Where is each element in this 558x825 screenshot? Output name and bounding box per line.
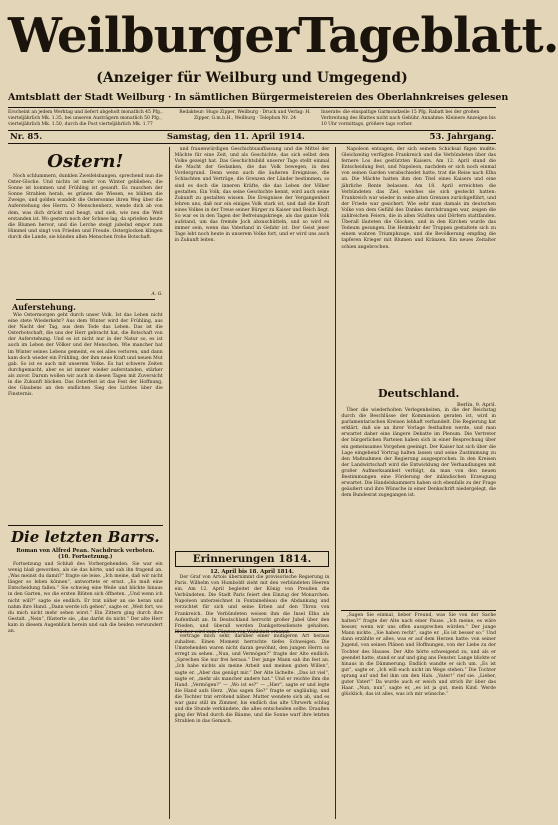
erinnerungen-text: Der Graf von Artois übernimmt die provisorische Regierung in Paris. Wilhelm von Humboldt zieht mit den verbündeten Heeren ein. Am 12. April begleitet der König von Preußen die Verbündeten. Die Stadt Paris feiert den Einzug der Monarchen. Napoleon unterzeichnet in Fontainebleau die Abdankung und verzichtet für sich und seine Erben auf den Thron von Frankreich. Die Verbündeten weisen ihm die Insel Elba als Aufenthalt an. In Deutschland herrscht großer Jubel über den Frieden, und überall werden Dankgottesdienste gehalten. Blücher wird zum Fürsten von Wahlstatt ernannt. bbox=[174, 575, 330, 635]
box-subtitle: 12. April bis 18. April 1814. bbox=[210, 569, 294, 575]
masthead-title-left: Weilburger bbox=[8, 8, 299, 64]
divider bbox=[8, 525, 163, 526]
history-article-text: und frauenwürdigen Geschichtsauffassung und die Mittel der Mächte für eine Zeit, und als Geschichte, das sich selbst dem Volke gezeigt hat. Das Geschichtsbild unserer Tage stellt einmal die Macht der Gedanken, die das Volk bewegen, in den Vordergrund. Denn wenn auch die äußeren Ereignisse, die Schlachten und Verträge, die Grenzen der Länder bestimmen, so sind es doch die inneren Kräfte, die das Leben der Völker gestalten. Ein Volk, das seine Geschichte kennt, wird auch seine Zukunft zu gestalten wissen. Die Ereignisse der Vergangenheit lehren uns, daß nur ein einiges Volk stark ist, und daß die Kraft eines Volkes in der Treue seiner Bürger zu Kaiser und Reich liegt. So war es in den Tagen der Befreiungskriege, als das ganze Volk aufstand, um das fremde Joch abzuschütteln, und so wird es immer sein, wenn das Vaterland in Gefahr ist. Der Geist jener Tage lebt noch heute in unserem Volke fort, und er wird uns auch in Zukunft leiten. bbox=[174, 147, 330, 244]
box-title-erinnerungen: Erinnerungen 1814. bbox=[175, 551, 330, 567]
napoleon-article-text: Napoleon entsagen, der sich seinem Schicksal fügen mußte. Gleichzeitig verfügten Frankreich und die Verbündeten über das fernere Los des gestürzten Kaisers. Am 12. April stand die Entscheidung fest, und Napoleon, nachdem er sich noch einmal von seinen Garden verabschiedet hatte, trat die Reise nach Elba an. Die Mächte hatten ihm den Titel eines Kaisers und eine jährliche Rente belassen. Am 18. April erreichten die Verbündeten das Ziel, welches sie sich gesteckt hatten: Frankreich war wieder in seine alten Grenzen zurückgeführt, und der Friede war gesichert. Wie sehr man damals im deutschen Volke von dem Gefühl des Dankes durchdrungen war, zeigen die zahlreichen Feiern, die in allen Städten und Dörfern stattfanden. Überall läuteten die Glocken, und in den Kirchen wurde das Tedeum gesungen. Die Heimkehr der Truppen gestaltete sich zu einem wahren Triumphzuge, und die Bevölkerung empfing die tapferen Krieger mit Blumen und Kränzen. Ein neues Zeitalter schien angebrochen. bbox=[341, 147, 497, 250]
issue-bar bbox=[8, 130, 496, 144]
serial-title: Die letzten Barrs. bbox=[11, 528, 160, 546]
subscription-info-bar bbox=[8, 108, 496, 130]
divider bbox=[341, 610, 496, 611]
advertising-rates: Inserate: die einspaltige Garmondzeile 15 Pfg. Rabatt bei der großen Verbreitung des Blattes nicht nach Gebühr. Annahme: Kleinere Anzeigen bis 10 Uhr vormittags, größere tags vorher. bbox=[321, 110, 496, 127]
section-text-auferstehung: Wie Ostermorgen geht durch unser Volk. Ist das Leben nicht eine stete Wiederkehr? Aus dem Winter wird der Frühling, aus der Nacht der Tag, aus dem Tode das Leben. Das ist die Osterbotschaft, die uns der Herr gebracht hat, die Botschaft von der Auferstehung. Und es ist nicht nur in der Natur so, es ist auch im Leben der Völker und der Menschen. Wie mancher hat im Winter seines Lebens gemeint, es sei alles verloren, und dann kam doch wieder ein Frühling, der ihm neue Kraft und neuen Mut gab. So ist es auch mit unserem Volke. Es hat schwere Zeiten durchgemacht, aber es ist immer wieder auferstanden, stärker als zuvor. Darum wollen wir auch in diesen Tagen mit Zuversicht in die Zukunft blicken. Das Osterfest ist das Fest der Hoffnung, des Glaubens an den endlichen Sieg des Lichtes über die Finsternis. bbox=[8, 313, 163, 398]
divider bbox=[16, 299, 155, 300]
serial-continuation-text-2: „Sagen Sie einmal, lieber Freund, was Sie von der Sache halten?“ fragte der Alte nach einer Pause. „Ich meine, es wäre besser, wenn wir uns offen aussprechen würden.“ Der junge Mann nickte. „Sie haben recht“, sagte er. „Es ist besser so.“ Und dann erzählte er alles, was er auf dem Herzen hatte: von seiner Jugend, von seinen Plänen und Hoffnungen, von der Liebe zu der Tochter des Hauses. Der Alte hörte schweigend zu, und als er geendet hatte, stand er auf und ging ans Fenster. Lange blickte er hinaus in die Dämmerung. Endlich wandte er sich um. „Es ist gut“, sagte er. „Ich will euch nicht im Wege stehen.“ Die Tochter sprang auf und fiel ihm um den Hals. „Vater!“ rief sie. „Lieber, guter Vater!“ Da wurde auch er weich und strich ihr über das Haar. „Nun, nun“, sagte er, „es ist ja gut, mein Kind. Werde glücklich, das ist alles, was ich mir wünsche.“ bbox=[341, 613, 497, 698]
serial-continuation-text: vertrage mich sehr, darüber einer mutigeren Art heraus zuhalten. Einen Moment herrschte tiefes Schweigen. Die Umstehenden waren nicht daran gewöhnt, den jungen Herrn so erregt zu sehen. „Nun, und Vermögen?“ fragte der Alte endlich. „Sprechen Sie nur frei heraus.“ Der junge Mann sah ihn fest an. „Ich habe nichts als meine Arbeit und meinen guten Willen“, sagte er. „Aber das genügt mir.“ Der Alte lächelte. „Das ist viel“, sagte er, „mehr als mancher andere hat.“ Und er reichte ihm die Hand. „Vermögen?“ — „Wo ist es?“ — „Hier“, sagte er und legte die Hand aufs Herz. „Was sagen Sie?“ fragte er ungläubig, und die Tochter trat errötend näher. Mutter wendete sich ab, und es war ganz still im Zimmer, bis endlich das alte Uhrwerk schlug und die Stunde verkündete, die alles entscheiden sollte. Draußen ging der Wind durch die Bäume, und die Sonne warf ihre letzten Strahlen in das Gemach. bbox=[174, 634, 330, 725]
serial-text: Fortsetzung und Schluß des Vorhergehenden. Sie war ein wenig blaß geworden, als sie das hörte, und sah ihn fragend an. „Was meinst du damit?“ fragte sie leise. „Ich meine, daß wir nicht länger so leben können“, antwortete er ernst. „Es muß eine Entscheidung fallen.“ Sie schwieg eine Weile und blickte hinaus in den Garten, wo die ersten Blüten sich öffneten. „Und wenn ich nicht will?“ sagte sie endlich. Er trat näher an sie heran und nahm ihre Hand. „Dann werde ich gehen“, sagte er. „Weit fort, wo du mich nicht mehr sehen wirst.“ Ein Zittern ging durch ihre Gestalt. „Nein“, flüsterte sie, „das darfst du nicht.“ Der alte Herr kam in diesem Augenblick herein und sah die beiden verwundert an. bbox=[8, 562, 163, 635]
poem-text: Noch schlummern, dunklen Zweifelsbangen, sprechend nun die Oster-Glocke. Und nichts ist mehr von Winter geblieben, die Sonne ist kommen und Frühling ist gesanft. Es rauschen der Sonne Strahlen herab, es grünen die Wiesen, es blühen die Zweige, und golden wandelt die Ostersonne ihren Weg über die Auferstehung des Herrn. O Menschenherz, wende dich ab von dem, was dich drückt und beugt, und sieh, wie neu die Welt erstanden ist. Wo gestern noch der Schnee lag, da sprießen heute die Blumen hervor, und die Lerche steigt jubelnd empor zum Himmel und singt von Frieden und Freude. Osterglocken klingen durch die Lande, sie künden allen Menschen frohe Botschaft. bbox=[8, 174, 163, 240]
column-1 bbox=[8, 147, 163, 819]
masthead-title-right: Tageblatt. bbox=[298, 8, 558, 64]
section-title-auferstehung: Auferstehung. bbox=[12, 302, 76, 312]
masthead bbox=[8, 6, 558, 66]
article-columns bbox=[8, 147, 496, 819]
issue-date: Samstag, den 11. April 1914. bbox=[166, 132, 305, 142]
serial-installment: (10. Fortsetzung.) bbox=[58, 554, 113, 560]
subscription-prices: Erscheint an jedem Werktag und liefert abgeholt monatlich 45 Pfg., vierteljährlich Mk. 1.35, bei unseren Austrägern monatlich 50 Pfg., vierteljährlich Mk. 1.50, durch die Post vierteljährlich Mk. 1.77 bbox=[8, 110, 163, 127]
poem-author: A. G. bbox=[151, 292, 163, 297]
issue-number: Nr. 85. bbox=[10, 132, 43, 142]
poem-title: Ostern! bbox=[47, 151, 124, 172]
official-gazette-line: Amtsblatt der Stadt Weilburg · In sämtlichen Bürgermeistereien des Oberlahnkreises gelesen bbox=[8, 92, 509, 103]
column-3 bbox=[335, 147, 496, 819]
serial-subtitle: Roman von Alfred Pean. Nachdruck verboten. bbox=[16, 548, 155, 554]
section-title-deutschland: Deutschland. bbox=[378, 387, 460, 400]
masthead-subtitle: (Anzeiger für Weilburg und Umgegend) bbox=[96, 70, 408, 86]
column-2 bbox=[169, 147, 330, 819]
deutschland-news-text: Über die wiederholten Verlegenheiten, in die der Reichstag durch die Beschlüsse der Kommission geraten ist, wird in parlamentarischen Kreisen lebhaft verhandelt. Die Regierung hat erklärt, daß sie an ihrer Vorlage festhalten werde, und man erwartet daher eine längere Debatte im Plenum. Die Vertreter der bürgerlichen Parteien haben sich in einer Besprechung über ein gemeinsames Vorgehen geeinigt. Der Kaiser hat sich über die Lage eingehend Vortrag halten lassen und seine Zustimmung zu den Maßnahmen der Regierung ausgesprochen. In den Kreisen der Landwirtschaft wird die Entwicklung der Verhandlungen mit großer Aufmerksamkeit verfolgt, da man von den neuen Bestimmungen eine Förderung der inländischen Erzeugung erwartet. Die Handelskammern haben sich ebenfalls zu der Frage geäußert und ihre Wünsche in einer Denkschrift niedergelegt, die dem Bundesrat zugegangen ist. bbox=[341, 408, 497, 499]
editor-publisher: Redakteur: Hugo Zipper, Weilburg · Druck und Verlag: H. Zipper, G.m.b.H., Weilburg · Telephon Nr. 24 bbox=[179, 110, 311, 121]
dateline-berlin: Berlin, 9. April. bbox=[457, 402, 497, 408]
volume-year: 53. Jahrgang. bbox=[429, 132, 494, 142]
